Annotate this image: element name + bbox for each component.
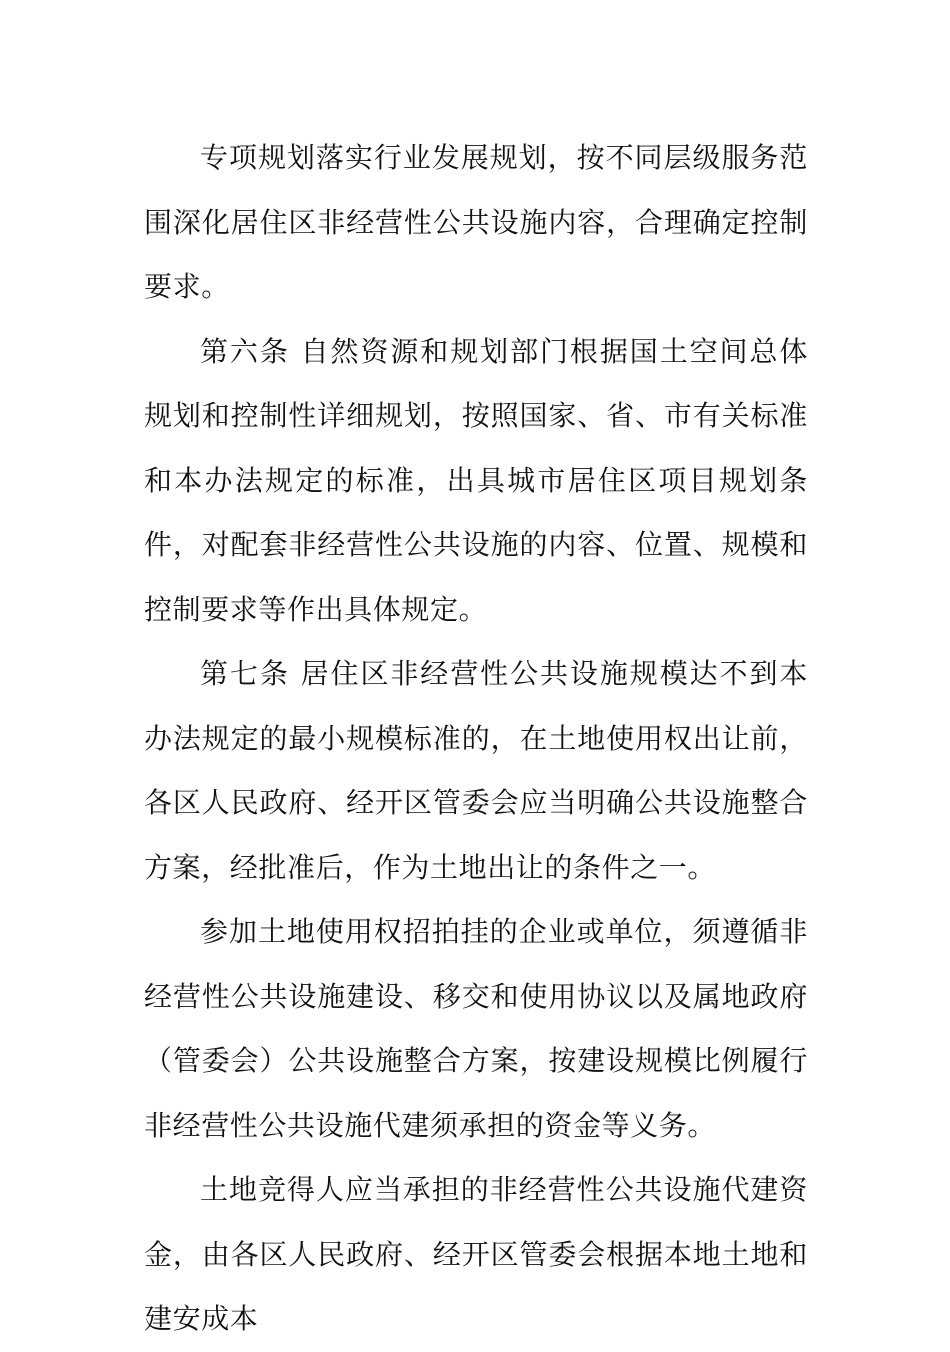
paragraph-article-7: 第七条 居住区非经营性公共设施规模达不到本办法规定的最小规模标准的，在土地使用权出让前，各区人民政府、经开区管委会应当明确公共设施整合方案，经批准后，作为土地出让的条件之一。 xyxy=(144,657,808,884)
document-body xyxy=(144,126,808,1352)
paragraph-article-6: 第六条 自然资源和规划部门根据国土空间总体规划和控制性详细规划，按照国家、省、市有关标准和本办法规定的标准，出具城市居住区项目规划条件，对配套非经营性公共设施的内容、位置、规模和控制要求等作出具体规定。 xyxy=(144,334,808,626)
paragraph-construction-funds: 土地竞得人应当承担的非经营性公共设施代建资金，由各区人民政府、经开区管委会根据本地土地和建安成本 xyxy=(144,1173,808,1335)
paragraph-bidding-obligations: 参加土地使用权招拍挂的企业或单位，须遵循非经营性公共设施建设、移交和使用协议以及属地政府（管委会）公共设施整合方案，按建设规模比例履行非经营性公共设施代建须承担的资金等义务。 xyxy=(144,915,808,1142)
paragraph-1: 专项规划落实行业发展规划，按不同层级服务范围深化居住区非经营性公共设施内容，合理确定控制要求。 xyxy=(144,141,808,303)
